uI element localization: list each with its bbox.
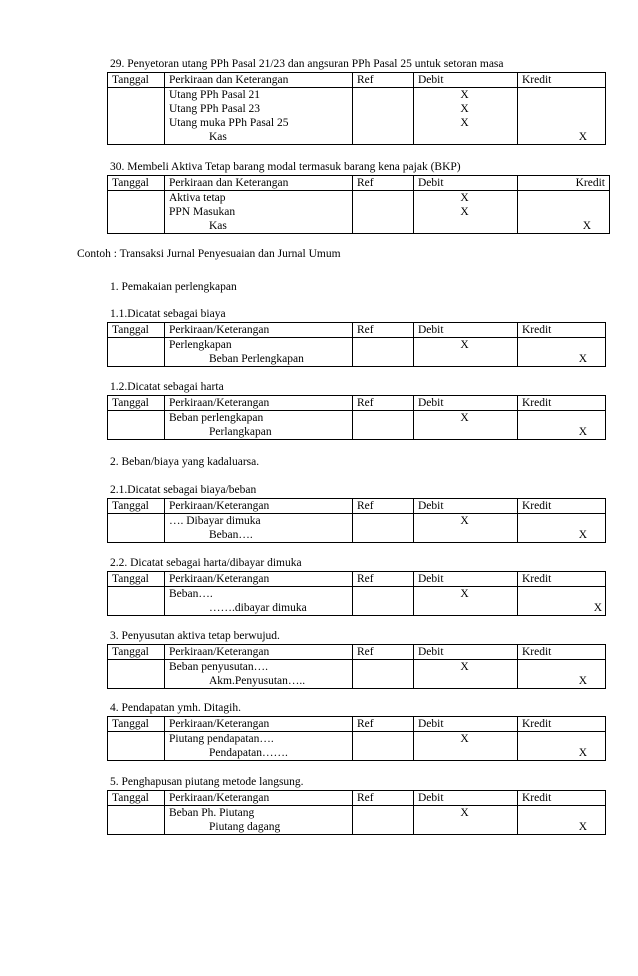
account-line: Beban perlengkapan (169, 412, 264, 424)
cell-ref (353, 587, 414, 616)
cell-debit (414, 587, 518, 616)
cell-debit (414, 806, 518, 835)
journal-table-2-1 (107, 498, 606, 543)
col-debit: Debit (414, 499, 518, 514)
cell-tanggal (108, 660, 165, 689)
cell-perkiraan (165, 587, 353, 616)
table-header (108, 176, 610, 191)
table-header (108, 73, 606, 88)
section-5-title: 5. Penghapusan piutang metode langsung. (110, 776, 304, 788)
debit-mark: X (460, 89, 469, 101)
account-line: Utang PPh Pasal 23 (169, 103, 261, 115)
cell-debit (414, 338, 518, 367)
col-tanggal: Tanggal (108, 645, 165, 660)
col-kredit: Kredit (518, 323, 606, 338)
account-line-credit: Perlangkapan (209, 426, 272, 438)
account-line-credit: Pendapatan……. (209, 747, 288, 759)
section-1-1-title: 1.1.Dicatat sebagai biaya (110, 308, 226, 320)
table-row (108, 806, 606, 835)
debit-mark: X (460, 588, 469, 600)
col-ref: Ref (353, 717, 414, 732)
table-row (108, 411, 606, 440)
cell-kredit (518, 806, 606, 835)
col-tanggal: Tanggal (108, 499, 165, 514)
cell-kredit (518, 587, 606, 616)
table-header (108, 645, 606, 660)
cell-tanggal (108, 587, 165, 616)
cell-perkiraan (165, 338, 353, 367)
table-row (108, 338, 606, 367)
kredit-mark: X (582, 220, 591, 232)
cell-ref (353, 514, 414, 543)
cell-tanggal (108, 732, 165, 761)
col-ref: Ref (353, 323, 414, 338)
account-line: Utang muka PPh Pasal 25 (169, 117, 289, 129)
cell-kredit (518, 338, 606, 367)
cell-ref (353, 88, 414, 145)
col-tanggal: Tanggal (108, 73, 165, 88)
account-line: Aktiva tetap (169, 192, 226, 204)
col-kredit: Kredit (518, 396, 606, 411)
cell-tanggal (108, 338, 165, 367)
cell-kredit (518, 411, 606, 440)
table-header (108, 499, 606, 514)
cell-tanggal (108, 411, 165, 440)
col-debit: Debit (414, 73, 518, 88)
col-ref: Ref (353, 499, 414, 514)
section-1-2-title: 1.2.Dicatat sebagai harta (110, 381, 224, 393)
col-ref: Ref (353, 791, 414, 806)
kredit-mark: X (578, 426, 587, 438)
col-tanggal: Tanggal (108, 717, 165, 732)
debit-mark: X (460, 661, 469, 673)
kredit-mark: X (578, 131, 587, 143)
cell-perkiraan (165, 514, 353, 543)
cell-perkiraan (165, 191, 353, 234)
kredit-mark: X (578, 747, 587, 759)
cell-perkiraan (165, 411, 353, 440)
col-perkiraan: Perkiraan/Keterangan (165, 717, 353, 732)
col-perkiraan: Perkiraan/Keterangan (165, 323, 353, 338)
journal-table-1-2 (107, 395, 606, 440)
journal-table-1-1 (107, 322, 606, 367)
kredit-mark: X (578, 821, 587, 833)
col-perkiraan: Perkiraan dan Keterangan (165, 73, 353, 88)
account-line: …. Dibayar dimuka (169, 515, 261, 527)
col-tanggal: Tanggal (108, 176, 165, 191)
journal-table-5 (107, 790, 606, 835)
item-1-heading: 1. Pemakaian perlengkapan (110, 281, 237, 293)
debit-mark: X (460, 192, 469, 204)
journal-table-3 (107, 644, 606, 689)
col-ref: Ref (353, 572, 414, 587)
cell-perkiraan (165, 806, 353, 835)
account-line-credit: Piutang dagang (209, 821, 281, 833)
account-line-credit: Kas (209, 220, 227, 232)
cell-kredit (518, 88, 606, 145)
col-debit: Debit (414, 645, 518, 660)
table-header (108, 396, 606, 411)
table-row (108, 88, 606, 145)
cell-debit (414, 514, 518, 543)
account-line-credit: Beban…. (209, 529, 253, 541)
cell-perkiraan (165, 660, 353, 689)
col-debit: Debit (414, 323, 518, 338)
col-perkiraan: Perkiraan/Keterangan (165, 499, 353, 514)
journal-table-2-2 (107, 571, 606, 616)
cell-debit (414, 191, 518, 234)
col-kredit: Kredit (518, 499, 606, 514)
section-2-1-title: 2.1.Dicatat sebagai biaya/beban (110, 484, 257, 496)
debit-mark: X (460, 339, 469, 351)
cell-tanggal (108, 88, 165, 145)
cell-kredit (518, 660, 606, 689)
col-kredit: Kredit (518, 572, 606, 587)
account-line: Beban…. (169, 588, 213, 600)
col-tanggal: Tanggal (108, 396, 165, 411)
account-line-credit: Akm.Penyusutan….. (209, 675, 306, 687)
journal-table-30 (107, 175, 610, 234)
col-kredit: Kredit (518, 791, 606, 806)
cell-perkiraan (165, 732, 353, 761)
cell-ref (353, 191, 414, 234)
table-row (108, 660, 606, 689)
col-debit: Debit (414, 572, 518, 587)
section-2-2-title: 2.2. Dicatat sebagai harta/dibayar dimuka (110, 557, 302, 569)
cell-ref (353, 338, 414, 367)
col-tanggal: Tanggal (108, 791, 165, 806)
cell-perkiraan (165, 88, 353, 145)
col-kredit: Kredit (518, 717, 606, 732)
col-debit: Debit (414, 791, 518, 806)
cell-kredit (518, 191, 610, 234)
cell-debit (414, 411, 518, 440)
cell-kredit (518, 514, 606, 543)
journal-table-4 (107, 716, 606, 761)
account-line-credit: Beban Perlengkapan (209, 353, 304, 365)
section-29-title: 29. Penyetoran utang PPh Pasal 21/23 dan angsuran PPh Pasal 25 untuk setoran masa (110, 58, 504, 70)
col-ref: Ref (353, 645, 414, 660)
table-header (108, 572, 606, 587)
kredit-mark: X (578, 529, 587, 541)
cell-ref (353, 732, 414, 761)
col-tanggal: Tanggal (108, 323, 165, 338)
cell-debit (414, 88, 518, 145)
account-line: Utang PPh Pasal 21 (169, 89, 261, 101)
account-line: Perlengkapan (169, 339, 232, 351)
col-ref: Ref (353, 396, 414, 411)
col-kredit: Kredit (518, 645, 606, 660)
cell-debit (414, 660, 518, 689)
table-row (108, 514, 606, 543)
col-perkiraan: Perkiraan/Keterangan (165, 572, 353, 587)
col-perkiraan: Perkiraan/Keterangan (165, 396, 353, 411)
cell-tanggal (108, 514, 165, 543)
cell-ref (353, 411, 414, 440)
account-line-credit: Kas (209, 131, 227, 143)
col-ref: Ref (353, 73, 414, 88)
col-debit: Debit (414, 396, 518, 411)
account-line: Beban Ph. Piutang (169, 807, 255, 819)
col-ref: Ref (353, 176, 414, 191)
account-line-credit: …….dibayar dimuka (209, 602, 307, 614)
kredit-mark: X (578, 675, 587, 687)
col-debit: Debit (414, 717, 518, 732)
col-debit: Debit (414, 176, 518, 191)
debit-mark: X (460, 103, 469, 115)
kredit-mark: X (578, 353, 587, 365)
col-perkiraan: Perkiraan dan Keterangan (165, 176, 353, 191)
table-row (108, 587, 606, 616)
item-2-heading: 2. Beban/biaya yang kadaluarsa. (110, 456, 260, 468)
contoh-heading: Contoh : Transaksi Jurnal Penyesuaian dan Jurnal Umum (77, 248, 341, 260)
table-row (108, 191, 610, 234)
journal-table-29 (107, 72, 606, 145)
cell-debit (414, 732, 518, 761)
cell-ref (353, 806, 414, 835)
table-header (108, 717, 606, 732)
section-3-title: 3. Penyusutan aktiva tetap berwujud. (110, 630, 280, 642)
cell-ref (353, 660, 414, 689)
col-kredit: Kredit (518, 73, 606, 88)
kredit-mark: X (593, 602, 602, 614)
account-line: Piutang pendapatan…. (169, 733, 274, 745)
col-perkiraan: Perkiraan/Keterangan (165, 791, 353, 806)
section-4-title: 4. Pendapatan ymh. Ditagih. (110, 702, 241, 714)
account-line: Beban penyusutan…. (169, 661, 269, 673)
cell-tanggal (108, 191, 165, 234)
debit-mark: X (460, 206, 469, 218)
section-30-title: 30. Membeli Aktiva Tetap barang modal termasuk barang kena pajak (BKP) (110, 161, 461, 173)
table-row (108, 732, 606, 761)
col-tanggal: Tanggal (108, 572, 165, 587)
debit-mark: X (460, 807, 469, 819)
col-perkiraan: Perkiraan/Keterangan (165, 645, 353, 660)
account-line: PPN Masukan (169, 206, 236, 218)
cell-tanggal (108, 806, 165, 835)
col-kredit: Kredit (518, 176, 610, 191)
table-header (108, 791, 606, 806)
debit-mark: X (460, 515, 469, 527)
debit-mark: X (460, 412, 469, 424)
debit-mark: X (460, 117, 469, 129)
debit-mark: X (460, 733, 469, 745)
table-header (108, 323, 606, 338)
cell-kredit (518, 732, 606, 761)
